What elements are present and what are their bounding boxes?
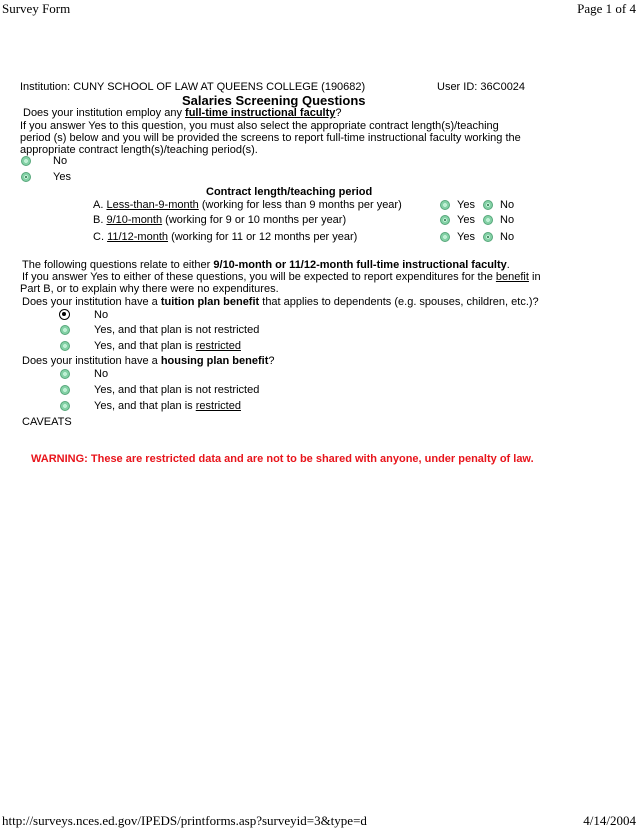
q1-no-radio[interactable] — [21, 156, 31, 166]
q3-no-label: No — [94, 368, 109, 380]
q2-unrestricted-label: Yes, and that plan is not restricted — [94, 324, 260, 336]
q1-no-label: No — [53, 155, 68, 167]
relate-line3: Part B, or to explain why there were no expenditures. — [20, 283, 279, 295]
row-b-no-label: No — [500, 214, 515, 226]
row-c-yes-label: Yes — [457, 231, 475, 243]
print-header-right: Page 1 of 4 — [577, 1, 636, 16]
q1-yes-radio[interactable] — [21, 172, 31, 182]
q2-no-label: No — [94, 309, 109, 321]
warning-text: WARNING: These are restricted data and are not to be shared with anyone, under penalty of law. — [31, 453, 534, 465]
row-b-yes-label: Yes — [457, 214, 475, 226]
question-tuition-plan: Does your institution have a tuition plan benefit that applies to dependents (e.g. spouses, children, etc.)? — [22, 296, 539, 308]
question-note: If you answer Yes to this question, you must also select the appropriate contract length(s)/teaching period (s) below and you will be provided the screens to report full-time instructional faculty working the appropriate contract length(s)/teaching period(s). — [20, 120, 521, 156]
row-a-no-label: No — [500, 199, 515, 211]
contract-row-b: B. 9/10-month (working for 9 or 10 months per year) — [93, 214, 347, 226]
print-footer-url: http://surveys.nces.ed.gov/IPEDS/printforms.asp?surveyid=3&type=d — [2, 813, 367, 828]
caveats-heading: CAVEATS — [22, 416, 72, 428]
page-title: Salaries Screening Questions — [182, 93, 366, 108]
q3-no-radio[interactable] — [60, 369, 70, 379]
q3-restricted-radio[interactable] — [60, 401, 70, 411]
row-a-yes-radio[interactable] — [440, 200, 450, 210]
row-b-no-radio[interactable] — [483, 215, 493, 225]
q2-unrestricted-radio[interactable] — [60, 325, 70, 335]
q3-unrestricted-radio[interactable] — [60, 385, 70, 395]
row-b-yes-radio[interactable] — [440, 215, 450, 225]
q3-unrestricted-label: Yes, and that plan is not restricted — [94, 384, 260, 396]
relate-line2: If you answer Yes to either of these questions, you will be expected to report expenditures for the benefit in — [22, 271, 541, 283]
contract-row-c: C. 11/12-month (working for 11 or 12 months per year) — [93, 231, 358, 243]
row-c-no-label: No — [500, 231, 515, 243]
question-full-time-faculty: Does your institution employ any full-time instructional faculty? — [23, 107, 342, 119]
q2-restricted-label: Yes, and that plan is restricted — [94, 340, 241, 352]
row-a-yes-label: Yes — [457, 199, 475, 211]
relate-text: The following questions relate to either 9/10-month or 11/12-month full-time instructional faculty. — [22, 259, 510, 271]
print-header-left: Survey Form — [2, 1, 71, 16]
row-c-yes-radio[interactable] — [440, 232, 450, 242]
contract-heading: Contract length/teaching period — [206, 186, 373, 198]
q3-restricted-label: Yes, and that plan is restricted — [94, 400, 241, 412]
row-c-no-radio[interactable] — [483, 232, 493, 242]
user-id-label: User ID: 36C0024 — [437, 81, 526, 93]
row-a-no-radio[interactable] — [483, 200, 493, 210]
q2-restricted-radio[interactable] — [60, 341, 70, 351]
print-footer-date: 4/14/2004 — [583, 813, 636, 828]
q1-yes-label: Yes — [53, 171, 71, 183]
question-housing-plan: Does your institution have a housing plan benefit? — [22, 355, 275, 367]
q2-no-radio[interactable] — [59, 309, 70, 320]
contract-row-a: A. Less-than-9-month (working for less than 9 months per year) — [93, 199, 402, 211]
institution-label: Institution: CUNY SCHOOL OF LAW AT QUEENS COLLEGE (190682) — [20, 81, 366, 93]
